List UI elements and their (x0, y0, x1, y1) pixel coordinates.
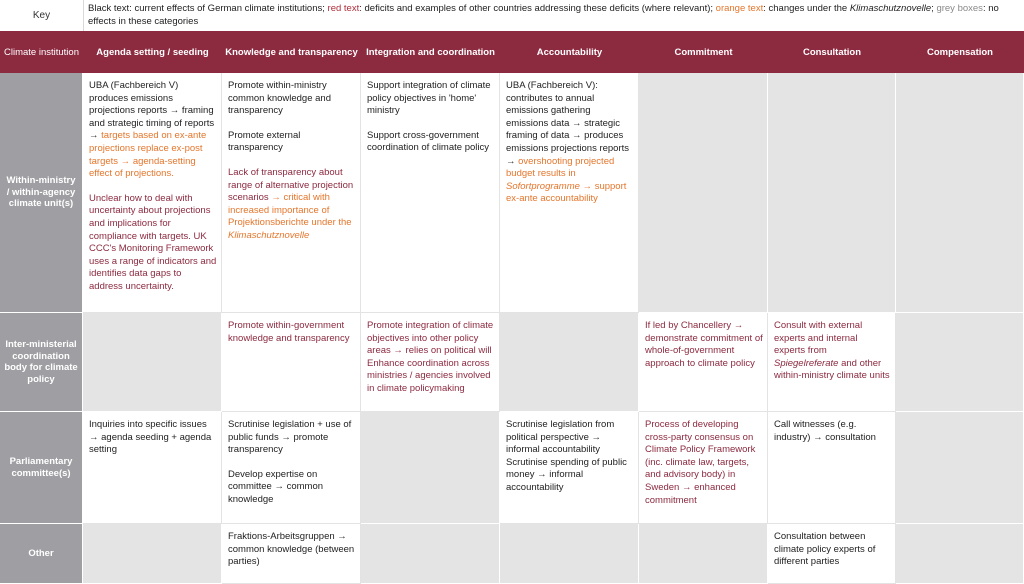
cell-r4-agenda (83, 524, 222, 584)
r1-integ-p2: Support cross-government coordination of climate policy (367, 129, 489, 154)
r1-know-orange-a: → critical with increased importance of Projektionsberichte under the (228, 192, 352, 229)
key-grey: grey boxes (936, 3, 983, 14)
cell-r1-compensation (896, 73, 1024, 313)
rowhead-climate-unit: Within-ministry / within-agency climate unit(s) (0, 73, 83, 313)
header-integration: Integration and coordination (366, 46, 495, 58)
r3-commit: Process of developing cross-party consensus on Climate Policy Framework (inc. climate law, targets, and advisory body) in Sweden → enhanced commitment (645, 419, 756, 506)
rowhead-coordination-body: Inter-ministerial coordination body for climate policy (0, 313, 83, 412)
r1-acc-orange-c: → support ex-ante accountability (506, 180, 627, 205)
r3-acc: Scrutinise legislation from political perspective → informal accountability Scrutinise spending of public money → informal accountability (506, 419, 627, 493)
key-orange-desc: : changes under the (763, 3, 850, 14)
r1-acc-orange-b: Sofortprogramme (506, 180, 580, 192)
cell-r4-accountability (500, 524, 639, 584)
rowhead-parliamentary-committees: Parliamentary committee(s) (0, 412, 83, 524)
cell-r3-integration (361, 412, 500, 524)
cell-r1-accountability (500, 73, 639, 313)
r1-know-orange-b: Klimaschutznovelle (228, 229, 310, 241)
header-commitment: Commitment (674, 46, 733, 58)
key-orange-law: Klimaschutznovelle (849, 3, 932, 14)
cell-r3-agenda (83, 412, 222, 524)
r1-integ-p1: Support integration of climate policy objectives in 'home' ministry (367, 80, 491, 117)
cell-r2-agenda (83, 313, 222, 412)
r3-agenda: Inquiries into specific issues → agenda seeding + agenda setting (89, 419, 212, 456)
r1-agenda-black: UBA (Fachbereich V) produces emissions projections reports → framing and strategic timing of reports → (89, 80, 215, 142)
rowhead-other: Other (0, 524, 83, 584)
cell-r3-commitment (639, 412, 768, 524)
header-row (0, 31, 1024, 73)
cell-r1-knowledge (222, 73, 361, 313)
cell-r1-agenda (83, 73, 222, 313)
key-black: Black text: current effects of German climate institutions; (88, 3, 328, 14)
r1-know-p2: Promote external transparency (228, 129, 301, 154)
cell-r3-compensation (896, 412, 1024, 524)
cell-r2-accountability (500, 313, 639, 412)
cell-r2-compensation (896, 313, 1024, 412)
key-text (88, 3, 1018, 28)
cell-r4-commitment (639, 524, 768, 584)
r4-consult: Consultation between climate policy experts of different parties (774, 531, 876, 568)
key-grey-desc: : no effects in these categories (88, 3, 999, 27)
cell-r1-commitment (639, 73, 768, 313)
cell-r1-integration (361, 73, 500, 313)
r1-agenda-red: Unclear how to deal with uncertainty about projections and implications for compliance with targets. UK CCC's Monitoring Framework uses a range of indicators and identifies data gaps to address uncertainty. (89, 192, 217, 292)
cell-r3-consultation (768, 412, 896, 524)
header-consultation: Consultation (802, 46, 862, 58)
r4-know: Fraktions-Arbeitsgruppen → common knowledge (between parties) (228, 531, 355, 568)
cell-r3-knowledge (222, 412, 361, 524)
r2-know: Promote within-government knowledge and transparency (228, 320, 350, 344)
r2-commit: If led by Chancellery → demonstrate commitment of whole-of-government approach to climate policy (645, 320, 763, 369)
cell-r2-consultation (768, 313, 896, 412)
cell-r2-integration (361, 313, 500, 412)
r3-know-p1: Scrutinise legislation + use of public funds → promote transparency (228, 419, 352, 456)
header-compensation: Compensation (927, 46, 993, 58)
key-sep: ; (931, 3, 937, 14)
cell-r2-knowledge (222, 313, 361, 412)
r3-know-p2: Develop expertise on committee → common knowledge (228, 468, 324, 505)
header-knowledge: Knowledge and transparency (225, 46, 358, 58)
key-red: red text (327, 3, 360, 14)
r2-integ: Promote integration of climate objectives into other policy areas → relies on political will Enhance coordination across ministries / agencies involved in climate policymaking (367, 320, 494, 394)
key-red-desc: : deficits and examples of other countries addressing these deficits (where relevant); (359, 3, 716, 14)
r1-acc-orange-a: overshooting projected budget results in (506, 155, 615, 180)
cell-r4-compensation (896, 524, 1024, 584)
cell-r4-consultation (768, 524, 896, 584)
cell-r4-knowledge (222, 524, 361, 584)
header-accountability: Accountability (536, 46, 603, 58)
r1-acc-black: UBA (Fachbereich V): contributes to annual emissions gathering emissions data → strategic framing of data → produces emissions projections reports → (506, 80, 630, 167)
header-agenda: Agenda setting / seeding (96, 46, 209, 58)
key-orange: orange text (715, 3, 764, 14)
key-row (0, 0, 1024, 32)
r3-consult: Call witnesses (e.g. industry) → consultation (774, 419, 876, 443)
header-institution: Climate institution (4, 46, 79, 58)
r1-know-red: Lack of transparency about range of alternative projection scenarios (228, 166, 354, 204)
r2-consult-c: and other within-ministry climate units (774, 357, 890, 382)
cell-r2-commitment (639, 313, 768, 412)
cell-r4-integration (361, 524, 500, 584)
r2-consult-a: Consult with external experts and internal experts from (774, 320, 863, 357)
r1-agenda-orange: targets based on ex-ante projections replace ex-post targets → agenda-setting effect of projections. (89, 130, 207, 180)
key-label: Key (0, 0, 84, 31)
r1-know-p1: Promote within-ministry common knowledge and transparency (228, 80, 331, 117)
r2-consult-b: Spiegelreferate (774, 357, 839, 369)
cell-r3-accountability (500, 412, 639, 524)
cell-r1-consultation (768, 73, 896, 313)
